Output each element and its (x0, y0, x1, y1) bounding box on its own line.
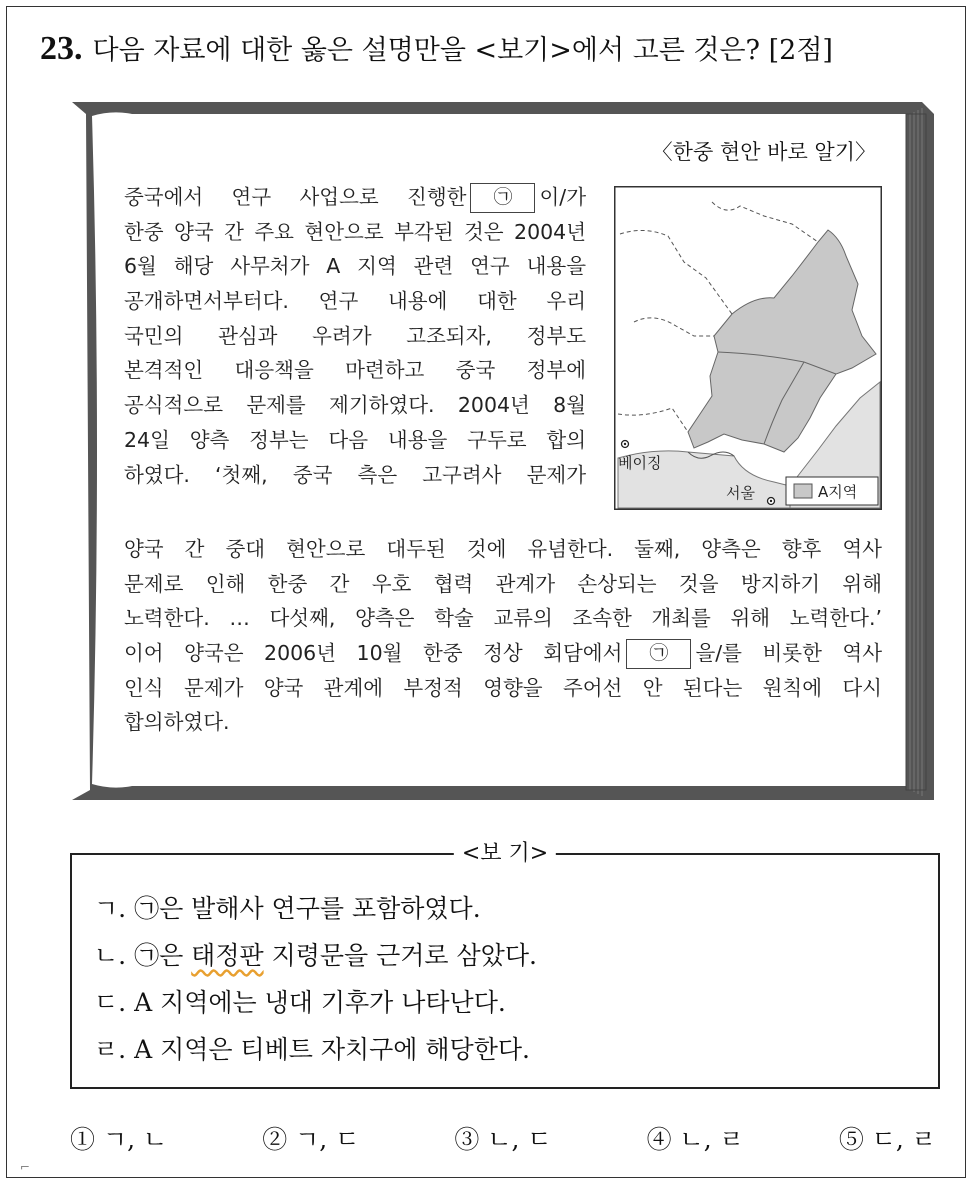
bogi-title: <보 기> (454, 836, 556, 867)
corner-mark: ⌐ (20, 1160, 31, 1174)
answer-option-4[interactable]: ④ ㄴ, ㄹ (646, 1125, 744, 1154)
text-line: 한중 양국 간 주요 현안으로 부각된 것은 2004년 (124, 219, 586, 244)
text-line: 공식적으로 문제를 제기하였다. 2004년 8월 (124, 393, 586, 418)
material-paragraph-top (124, 180, 586, 492)
text-line: 중국에서 연구 사업으로 진행한 ㉠ 이/가 (124, 180, 586, 215)
text-line: 국민의 관심과 우려가 고조되자, 정부도 (124, 323, 586, 348)
answer-option-2[interactable]: ② ㄱ, ㄷ (262, 1125, 360, 1154)
bogi-item: ㄹ. A 지역은 티베트 자치구에 해당한다. (94, 1035, 530, 1064)
spellcheck-underline: 태정판 (191, 941, 264, 970)
material-subtitle: 〈한중 현안 바로 알기〉 (651, 140, 876, 164)
blank-box-1: ㉠ (470, 183, 535, 213)
material-book (72, 100, 934, 804)
text-line: 이어 양국은 2006년 10월 한중 정상 회담에서 ㉠ 을/를 비롯한 역사 (124, 636, 882, 671)
answer-choices (70, 1120, 936, 1156)
text-line: 24일 양측 정부는 다음 내용을 구두로 합의 (124, 427, 586, 452)
bogi-item: ㄱ. ㉠은 발해사 연구를 포함하였다. (94, 894, 481, 923)
text-line: 합의하였다. (124, 710, 230, 735)
legend-swatch (794, 484, 812, 498)
bogi-list (94, 885, 537, 1073)
question-number: 23. (40, 30, 83, 67)
text-line: 인식 문제가 양국 관계에 부정적 영향을 주어선 안 된다는 원칙에 다시 (124, 675, 882, 700)
text-line: 양국 간 중대 현안으로 대두된 것에 유념한다. 둘째, 양측은 향후 역사 (124, 537, 882, 561)
text-line: 문제로 인해 한중 간 우호 협력 관계가 손상되는 것을 방지하기 위해 (124, 571, 882, 596)
text-line: 공개하면서부터다. 연구 내용에 대한 우리 (124, 289, 586, 314)
text-line: 노력한다. … 다섯째, 양측은 학술 교류의 조속한 개최를 위해 노력한다.’ (124, 606, 882, 631)
bogi-box (70, 841, 940, 1089)
beijing-label: 베이징 (618, 454, 662, 472)
text-line: 하였다. ‘첫째, 중국 측은 고구려사 문제가 (124, 462, 586, 487)
question-text: 다음 자료에 대한 옳은 설명만을 <보기>에서 고른 것은? [2점] (92, 35, 833, 66)
answer-option-3[interactable]: ③ ㄴ, ㄷ (454, 1125, 552, 1154)
material-paragraph-bottom (124, 532, 882, 740)
region-map (614, 186, 882, 510)
answer-option-5[interactable]: ⑤ ㄷ, ㄹ (838, 1125, 936, 1154)
seoul-label: 서울 (726, 484, 755, 502)
text-line: 6월 해당 사무처가 A 지역 관련 연구 내용을 (124, 254, 586, 279)
bogi-item: ㄷ. A 지역에는 냉대 기후가 나타난다. (94, 988, 506, 1017)
legend-label: A지역 (818, 483, 858, 501)
text-line: 본격적인 대응책을 마련하고 중국 정부에 (124, 358, 586, 383)
bogi-item: ㄴ. ㉠은 태정판 지령문을 근거로 삼았다. (94, 941, 537, 970)
question-title (40, 28, 833, 68)
answer-option-1[interactable]: ① ㄱ, ㄴ (70, 1125, 168, 1154)
blank-box-2: ㉠ (626, 639, 691, 669)
